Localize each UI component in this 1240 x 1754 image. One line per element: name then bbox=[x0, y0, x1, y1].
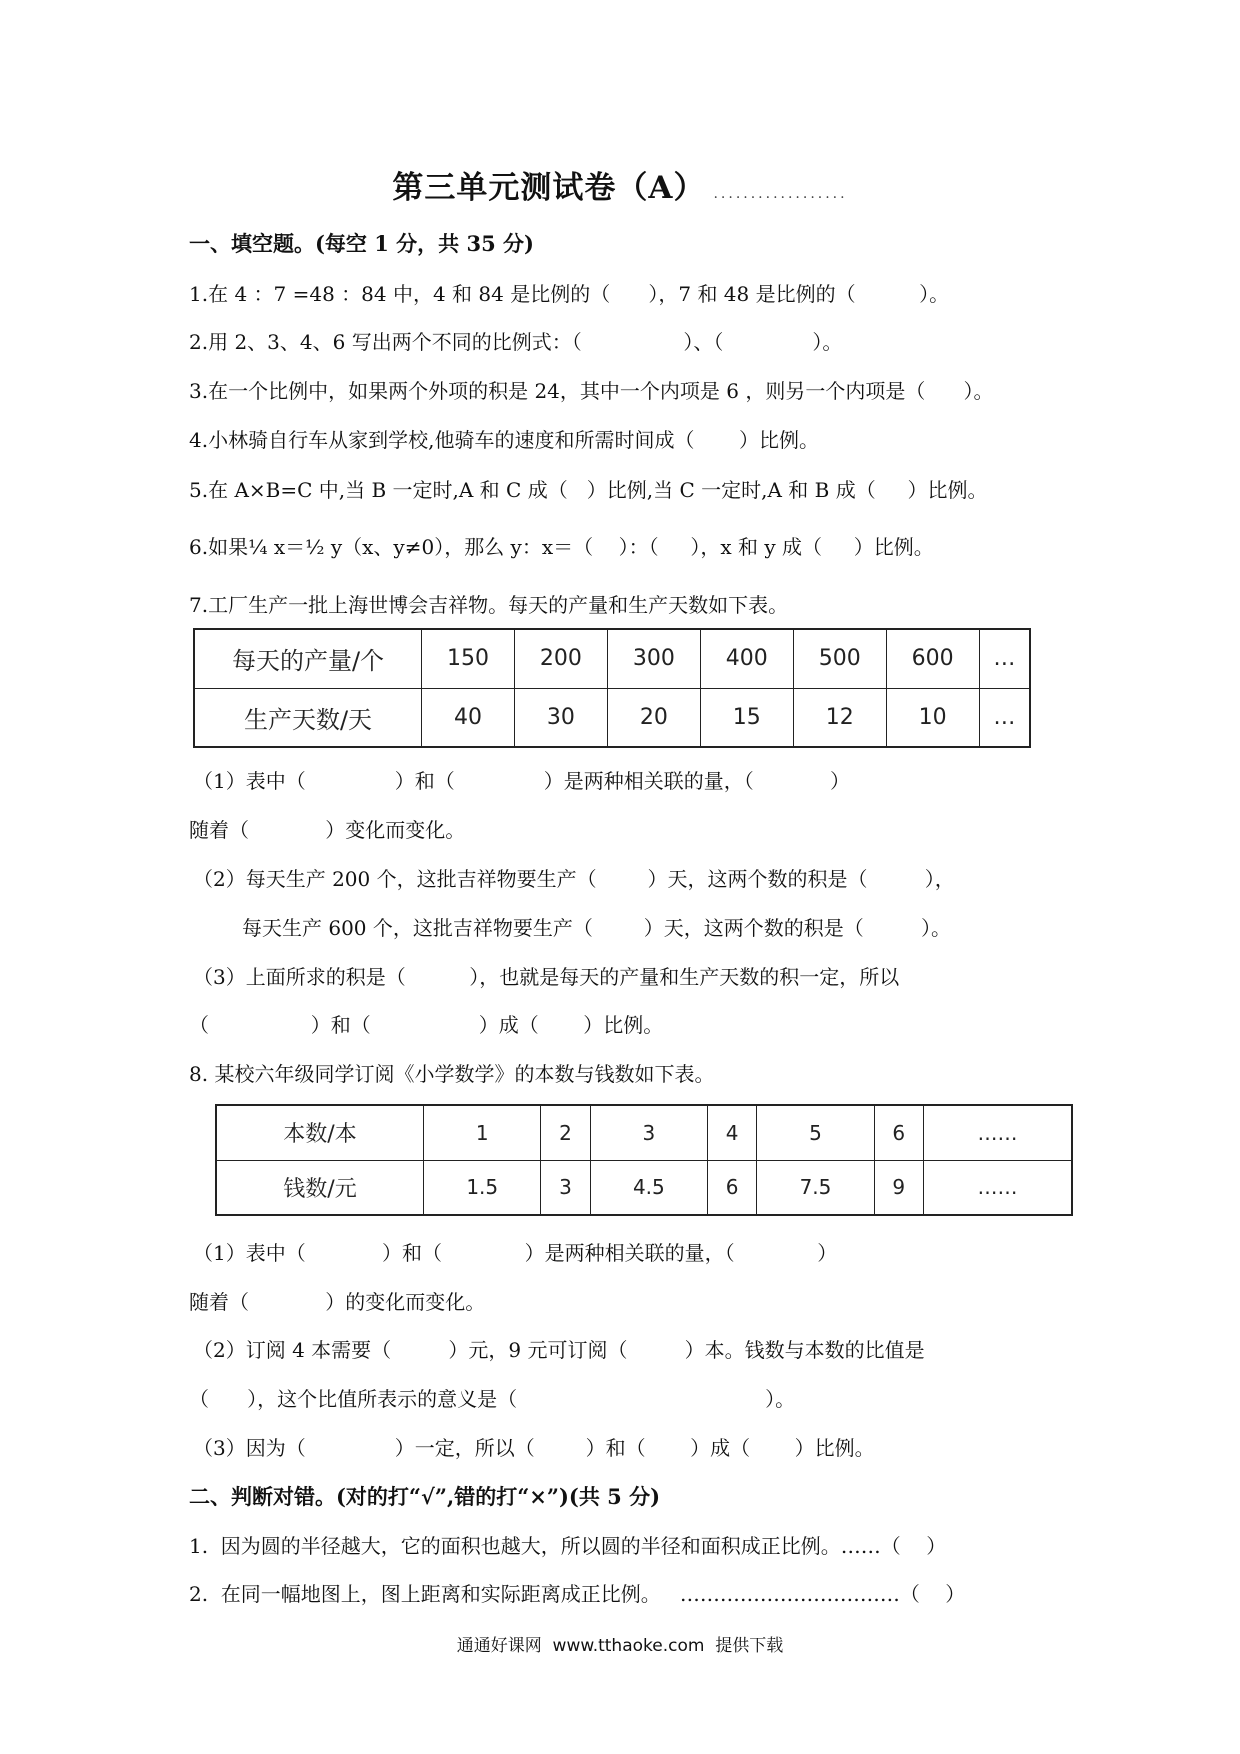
question-7-intro: 7.工厂生产一批上海世博会吉祥物。每天的产量和生产天数如下表。 bbox=[189, 593, 789, 617]
question-7-part-1b: 随着（ ）变化而变化。 bbox=[189, 818, 466, 842]
judge-question-2: 2. 在同一幅地图上，图上距离和实际距离成正比例。 ……………………………（ ） bbox=[189, 1582, 966, 1606]
question-5: 5.在 A×B=C 中,当 B 一定时,A 和 C 成（ ）比例,当 C 一定时,A 和 B 成（ ）比例。 bbox=[189, 478, 988, 502]
question-8-part-2a: （2）订阅 4 本需要（ ）元，9 元可订阅（ ）本。钱数与本数的比值是 bbox=[193, 1338, 925, 1362]
question-8-part-1b: 随着（ ）的变化而变化。 bbox=[189, 1290, 486, 1314]
question-8-part-2b: （ ），这个比值所表示的意义是（ ）。 bbox=[189, 1387, 796, 1411]
title-text: 第三单元测试卷（A） bbox=[392, 170, 706, 206]
row-label: 本数/本 bbox=[216, 1105, 424, 1160]
table-cell: 1.5 bbox=[424, 1160, 541, 1215]
table-cell: …… bbox=[923, 1105, 1072, 1160]
footer-credit: 通通好课网 www.tthaoke.com 提供下载 bbox=[456, 1636, 784, 1656]
section-2-heading: 二、判断对错。(对的打“√”,错的打“×”)(共 5 分) bbox=[189, 1484, 661, 1509]
table-row bbox=[194, 688, 1030, 747]
table-cell: 400 bbox=[700, 629, 793, 688]
title-dots: .................. bbox=[713, 186, 848, 202]
row-label: 每天的产量/个 bbox=[194, 629, 422, 688]
table-cell: 2 bbox=[541, 1105, 590, 1160]
table-cell: … bbox=[979, 688, 1030, 747]
question-7-part-2b: 每天生产 600 个，这批吉祥物要生产（ ）天，这两个数的积是（ ）。 bbox=[242, 916, 951, 940]
table-cell: … bbox=[979, 629, 1030, 688]
question-6: 6.如果¼ x＝½ y（x、y≠0），那么 y：x＝（ ）：（ ），x 和 y 成（ ）比例。 bbox=[189, 535, 934, 559]
section-1-heading: 一、填空题。(每空 1 分，共 35 分) bbox=[189, 231, 534, 256]
table-cell: 6 bbox=[874, 1105, 923, 1160]
row-label: 钱数/元 bbox=[216, 1160, 424, 1215]
table-row bbox=[216, 1160, 1072, 1215]
table-cell: 200 bbox=[514, 629, 607, 688]
page-title bbox=[0, 162, 1240, 207]
question-7-part-2a: （2）每天生产 200 个，这批吉祥物要生产（ ）天，这两个数的积是（ ）， bbox=[193, 867, 955, 891]
table-cell: 4 bbox=[708, 1105, 757, 1160]
question-2: 2.用 2、3、4、6 写出两个不同的比例式：（ ）、（ ）。 bbox=[189, 330, 843, 354]
table-cell: 3 bbox=[541, 1160, 590, 1215]
table-cell: 300 bbox=[607, 629, 700, 688]
table-cell: 4.5 bbox=[590, 1160, 707, 1215]
judge-question-1: 1. 因为圆的半径越大，它的面积也越大，所以圆的半径和面积成正比例。……（ ） bbox=[189, 1534, 947, 1558]
table-row bbox=[194, 629, 1030, 688]
table-cell: 12 bbox=[793, 688, 886, 747]
table-cell: 15 bbox=[700, 688, 793, 747]
table-cell: 20 bbox=[607, 688, 700, 747]
question-7-part-3b: （ ）和（ ）成（ ）比例。 bbox=[189, 1013, 664, 1037]
table-cell: 6 bbox=[708, 1160, 757, 1215]
row-label: 生产天数/天 bbox=[194, 688, 422, 747]
table-cell: 500 bbox=[793, 629, 886, 688]
table-cell: 5 bbox=[757, 1105, 874, 1160]
table-cell: …… bbox=[923, 1160, 1072, 1215]
table-cell: 40 bbox=[422, 688, 515, 747]
table-cell: 1 bbox=[424, 1105, 541, 1160]
question-8-part-1a: （1）表中（ ）和（ ）是两种相关联的量，（ ） bbox=[193, 1241, 838, 1265]
table-cell: 9 bbox=[874, 1160, 923, 1215]
table-cell: 30 bbox=[514, 688, 607, 747]
table-cell: 150 bbox=[422, 629, 515, 688]
production-table bbox=[193, 628, 1031, 748]
question-4: 4.小林骑自行车从家到学校,他骑车的速度和所需时间成（ ）比例。 bbox=[189, 428, 819, 452]
question-8-intro: 8. 某校六年级同学订阅《小学数学》的本数与钱数如下表。 bbox=[189, 1062, 715, 1086]
question-7-part-1a: （1）表中（ ）和（ ）是两种相关联的量，（ ） bbox=[193, 769, 851, 793]
question-7-part-3a: （3）上面所求的积是（ ），也就是每天的产量和生产天数的积一定，所以 bbox=[193, 965, 900, 989]
question-1: 1.在 4 ：7 =48 ：84 中，4 和 84 是比例的（ ），7 和 48 是比例的（ ）。 bbox=[189, 282, 950, 306]
subscription-table bbox=[215, 1104, 1073, 1216]
table-cell: 3 bbox=[590, 1105, 707, 1160]
table-cell: 10 bbox=[886, 688, 979, 747]
table-cell: 600 bbox=[886, 629, 979, 688]
question-3: 3.在一个比例中，如果两个外项的积是 24，其中一个内项是 6 ，则另一个内项是（ ）。 bbox=[189, 379, 994, 403]
table-cell: 7.5 bbox=[757, 1160, 874, 1215]
question-8-part-3: （3）因为（ ）一定，所以（ ）和（ ）成（ ）比例。 bbox=[193, 1436, 875, 1460]
table-row bbox=[216, 1105, 1072, 1160]
